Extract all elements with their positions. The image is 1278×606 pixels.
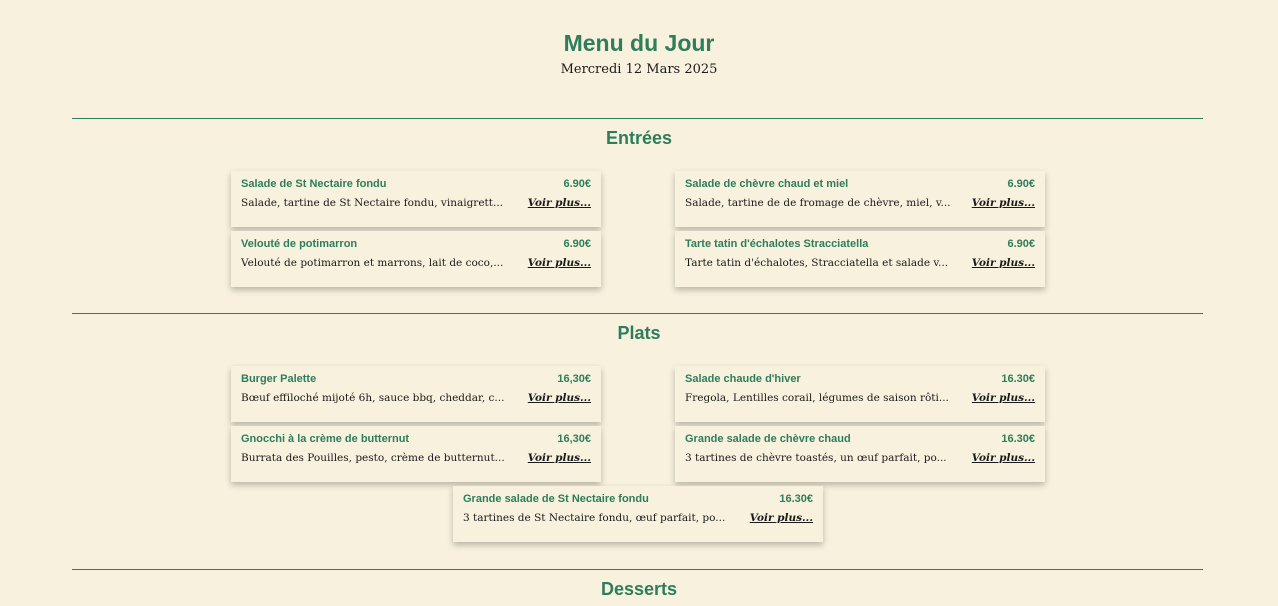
page-header — [0, 0, 1278, 78]
menu-item-price: 6.90€ — [563, 238, 591, 250]
menu-item-card[interactable] — [453, 486, 823, 542]
menu-item-card[interactable] — [231, 231, 601, 287]
menu-item-price: 16.30€ — [1001, 433, 1035, 445]
menu-item-price: 6.90€ — [1007, 238, 1035, 250]
menu-item-card[interactable] — [675, 231, 1045, 287]
section-divider — [72, 569, 1203, 570]
menu-item-description: Salade, tartine de de fromage de chèvre, miel, v... — [685, 197, 951, 209]
menu-item-description: 3 tartines de chèvre toastés, un œuf parfait, po... — [685, 452, 947, 464]
voir-plus-link[interactable]: Voir plus... — [971, 197, 1035, 209]
menu-item-name: Salade de St Nectaire fondu — [241, 178, 387, 190]
voir-plus-link[interactable]: Voir plus... — [527, 452, 591, 464]
menu-item-description: Velouté de potimarron et marrons, lait de coco,... — [241, 257, 504, 269]
menu-item-name: Gnocchi à la crème de butternut — [241, 433, 410, 445]
voir-plus-link[interactable]: Voir plus... — [971, 452, 1035, 464]
menu-item-price: 16,30€ — [557, 433, 591, 445]
menu-item-card[interactable] — [675, 366, 1045, 422]
menu-item-price: 6.90€ — [1007, 178, 1035, 190]
menu-item-name: Tarte tatin d'échalotes Stracciatella — [685, 238, 869, 250]
voir-plus-link[interactable]: Voir plus... — [749, 512, 813, 524]
menu-item-description: Tarte tatin d'échalotes, Stracciatella et salade v... — [685, 257, 949, 269]
menu-item-name: Grande salade de chèvre chaud — [685, 433, 851, 445]
section-title-desserts: Desserts — [600, 579, 678, 599]
section-divider — [72, 313, 1203, 314]
voir-plus-link[interactable]: Voir plus... — [527, 392, 591, 404]
menu-item-card[interactable] — [231, 171, 601, 227]
menu-item-card[interactable] — [675, 171, 1045, 227]
menu-item-description: Burrata des Pouilles, pesto, crème de butternut... — [241, 452, 505, 464]
menu-item-price: 16.30€ — [1001, 373, 1035, 385]
section-title-entrees: Entrées — [605, 128, 673, 148]
menu-item-price: 16,30€ — [557, 373, 591, 385]
page-title: Menu du Jour — [563, 30, 715, 56]
voir-plus-link[interactable]: Voir plus... — [527, 257, 591, 269]
menu-item-name: Salade de chèvre chaud et miel — [685, 178, 849, 190]
menu-item-name: Salade chaude d'hiver — [685, 373, 801, 385]
voir-plus-link[interactable]: Voir plus... — [971, 257, 1035, 269]
menu-item-price: 16.30€ — [779, 493, 813, 505]
menu-date: Mercredi 12 Mars 2025 — [560, 62, 718, 77]
menu-item-name: Burger Palette — [241, 373, 317, 385]
voir-plus-link[interactable]: Voir plus... — [971, 392, 1035, 404]
menu-item-card[interactable] — [231, 366, 601, 422]
menu-item-card[interactable] — [675, 426, 1045, 482]
voir-plus-link[interactable]: Voir plus... — [527, 197, 591, 209]
menu-item-name: Velouté de potimarron — [241, 238, 358, 250]
section-title-plats: Plats — [617, 323, 661, 343]
menu-item-name: Grande salade de St Nectaire fondu — [463, 493, 649, 505]
menu-item-description: 3 tartines de St Nectaire fondu, œuf parfait, po... — [463, 512, 726, 524]
menu-item-card[interactable] — [231, 426, 601, 482]
section-divider — [72, 118, 1203, 119]
menu-item-price: 6.90€ — [563, 178, 591, 190]
menu-item-description: Salade, tartine de St Nectaire fondu, vinaigrett... — [241, 197, 503, 209]
menu-item-description: Fregola, Lentilles corail, légumes de saison rôti... — [685, 392, 949, 404]
menu-item-description: Bœuf effiloché mijoté 6h, sauce bbq, cheddar, c... — [241, 392, 505, 404]
